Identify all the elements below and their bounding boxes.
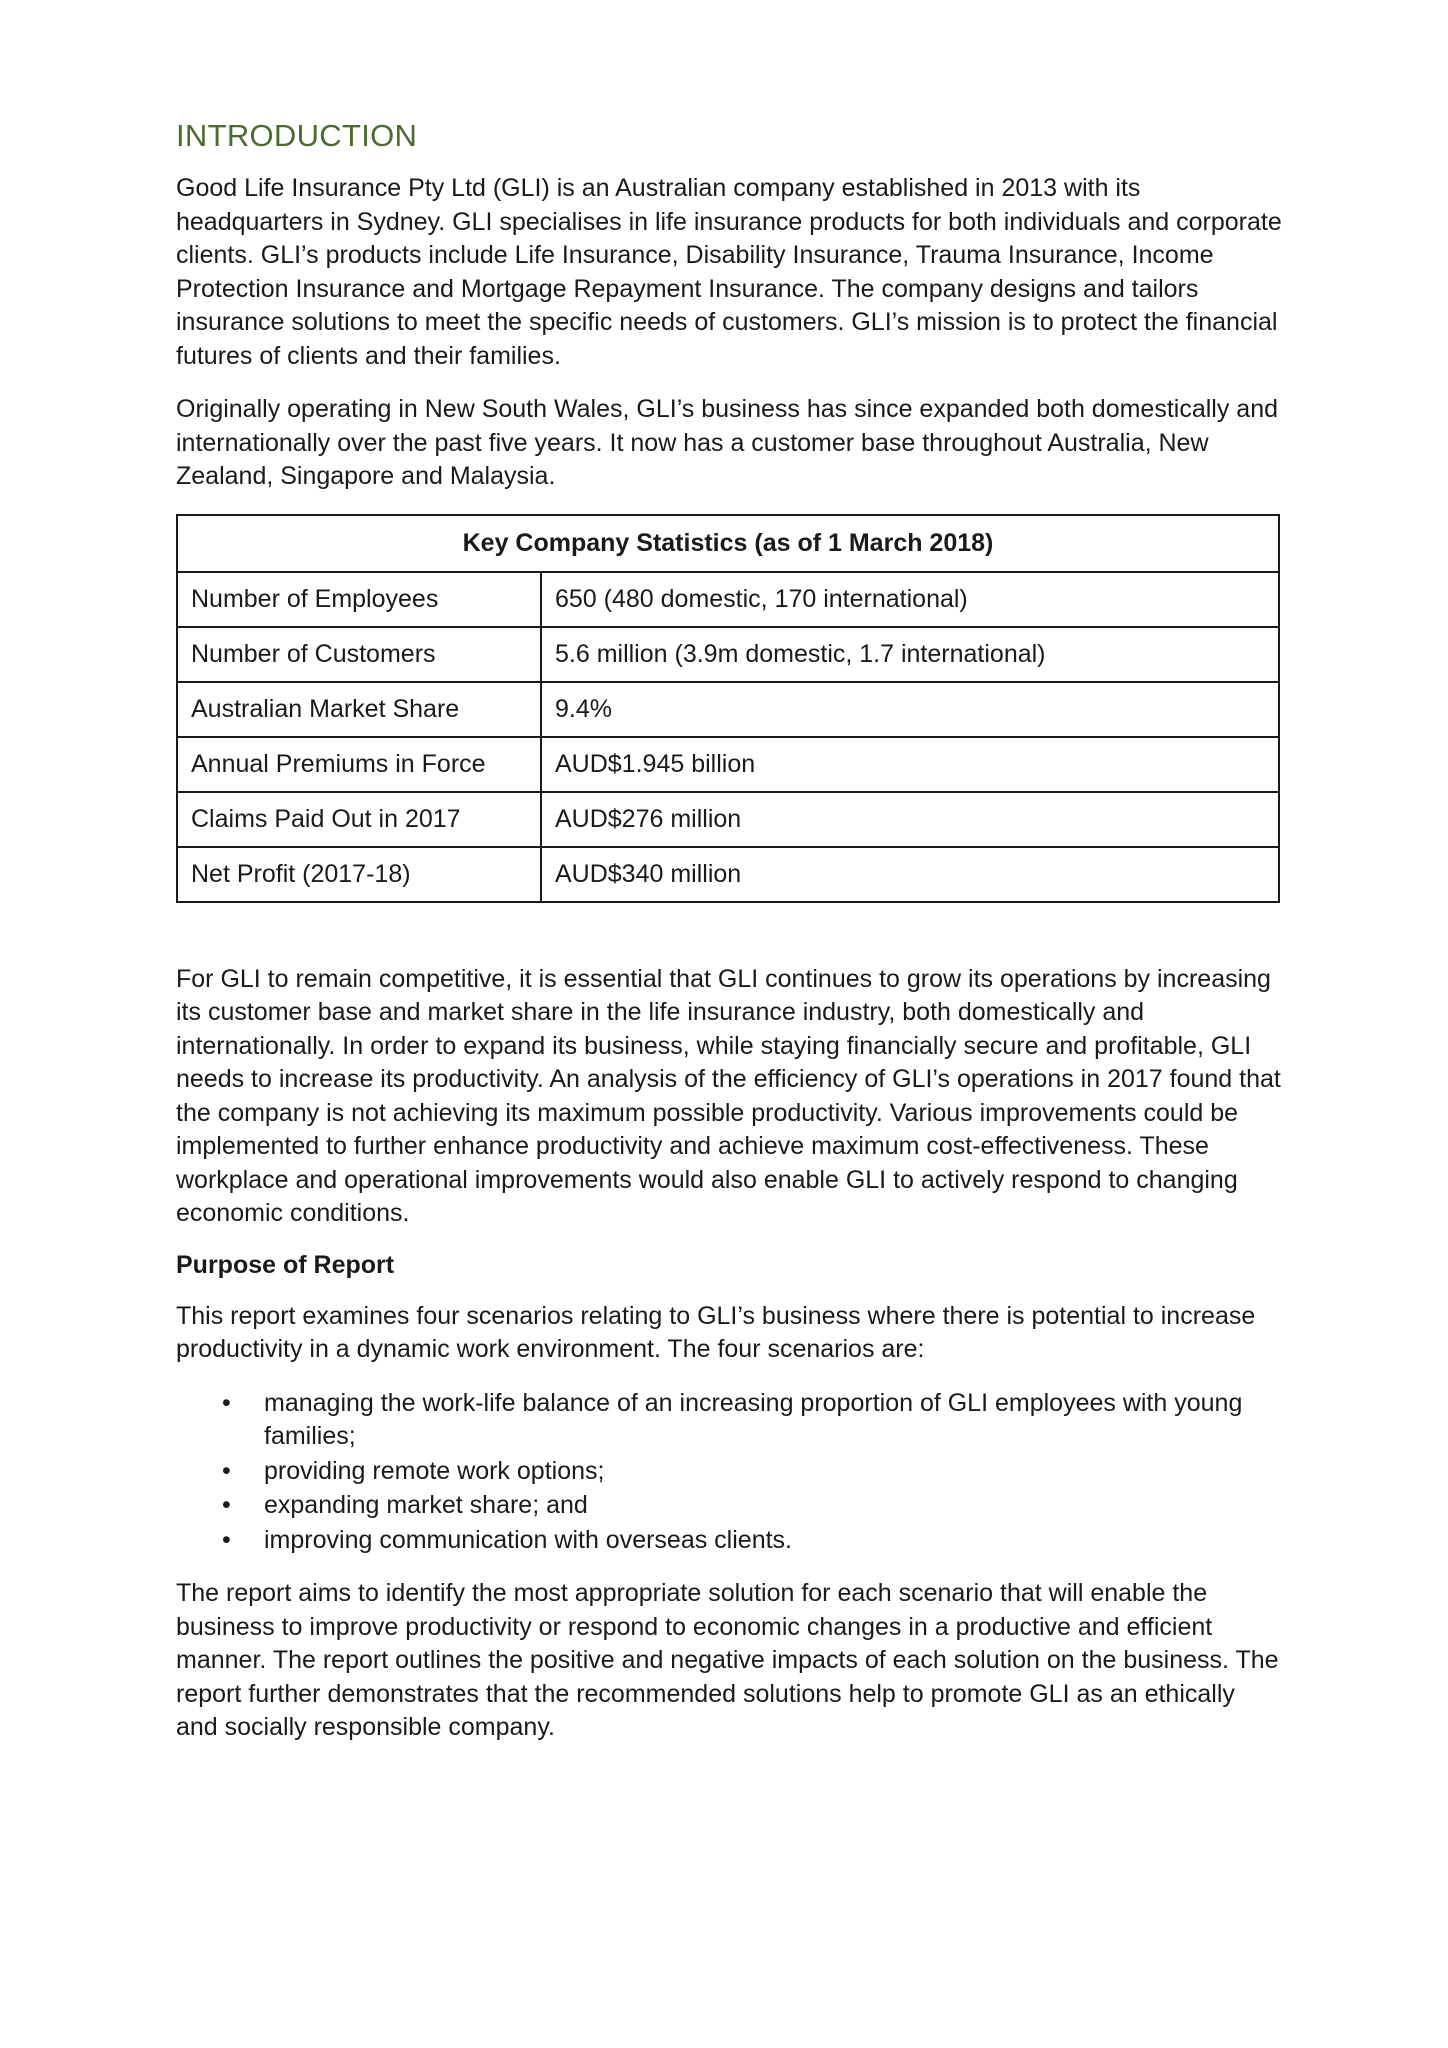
scenario-text: expanding market share; and (264, 1491, 588, 1519)
key-statistics-table (176, 514, 1280, 903)
row-label: Annual Premiums in Force (177, 737, 541, 792)
row-value: 650 (480 domestic, 170 international) (541, 572, 1279, 627)
row-value: AUD$1.945 billion (541, 737, 1279, 792)
row-label: Number of Customers (177, 627, 541, 682)
row-value: 5.6 million (3.9m domestic, 1.7 international) (541, 627, 1279, 682)
scenario-text: providing remote work options; (264, 1456, 605, 1485)
list-item (176, 1489, 1294, 1523)
table-row (177, 792, 1279, 847)
table-row (177, 572, 1279, 627)
page-title: INTRODUCTION (176, 118, 418, 153)
bullet-icon: • (222, 1456, 231, 1485)
scenario-text: improving communication with overseas clients. (264, 1525, 792, 1554)
row-label: Net Profit (2017-18) (177, 847, 541, 902)
scenario-text: managing the work-life balance of an increasing proportion of GLI employees with young families; (264, 1388, 1243, 1450)
row-label: Number of Employees (177, 572, 541, 627)
bullet-icon: • (222, 1491, 231, 1519)
table-header-row (177, 515, 1279, 572)
row-value: AUD$340 million (541, 847, 1279, 902)
table-row (177, 682, 1279, 737)
competitive-paragraph: For GLI to remain competitive, it is essential that GLI continues to grow its operations by increasing its customer base and market share in the life insurance industry, both domestically and internationally. In order to expand its business, while staying financially secure and profitable, GLI needs to increase its productivity. An analysis of the efficiency of GLI’s operations in 2017 found that the company is not achieving its maximum possible productivity. Various improvements could be implemented to further enhance productivity and achieve maximum cost-effectiveness. These workplace and operational improvements would also enable GLI to actively respond to changing economic conditions. (176, 964, 1281, 1227)
document-page (176, 118, 1282, 1765)
purpose-heading: Purpose of Report (176, 1250, 395, 1279)
bullet-icon: • (222, 1525, 231, 1554)
bullet-icon: • (222, 1388, 231, 1417)
scenario-list (176, 1387, 1282, 1558)
list-item (176, 1387, 1294, 1454)
table-row (177, 847, 1279, 902)
conclusion-paragraph: The report aims to identify the most appropriate solution for each scenario that will enable the business to improve productivity or respond to economic changes in a productive and efficient manner. The report outlines the positive and negative impacts of each solution on the business. The report further demonstrates that the recommended solutions help to promote GLI as an ethically and socially responsible company. (176, 1579, 1279, 1741)
table-row (177, 627, 1279, 682)
purpose-intro: This report examines four scenarios relating to GLI’s business where there is potential to increase productivity in a dynamic work environment. The four scenarios are: (176, 1301, 1256, 1363)
row-label: Australian Market Share (177, 682, 541, 737)
row-value: AUD$276 million (541, 792, 1279, 847)
intro-paragraph-1: Good Life Insurance Pty Ltd (GLI) is an Australian company established in 2013 with its headquarters in Sydney. GLI specialises in life insurance products for both individuals and corporate clients. GLI’s products include Life Insurance, Disability Insurance, Trauma Insurance, Income Protection Insurance and Mortgage Repayment Insurance. The company designs and tailors insurance solutions to meet the specific needs of customers. GLI’s mission is to protect the financial futures of clients and their families. (176, 174, 1282, 370)
row-value: 9.4% (541, 682, 1279, 737)
table-title: Key Company Statistics (as of 1 March 2018) (177, 515, 1279, 572)
intro-paragraph-2: Originally operating in New South Wales, GLI’s business has since expanded both domestically and internationally over the past five years. It now has a customer base throughout Australia, New Zealand, Singapore and Malaysia. (176, 395, 1279, 490)
list-item (176, 1455, 1294, 1489)
list-item (176, 1524, 1294, 1558)
table-row (177, 737, 1279, 792)
row-label: Claims Paid Out in 2017 (177, 792, 541, 847)
